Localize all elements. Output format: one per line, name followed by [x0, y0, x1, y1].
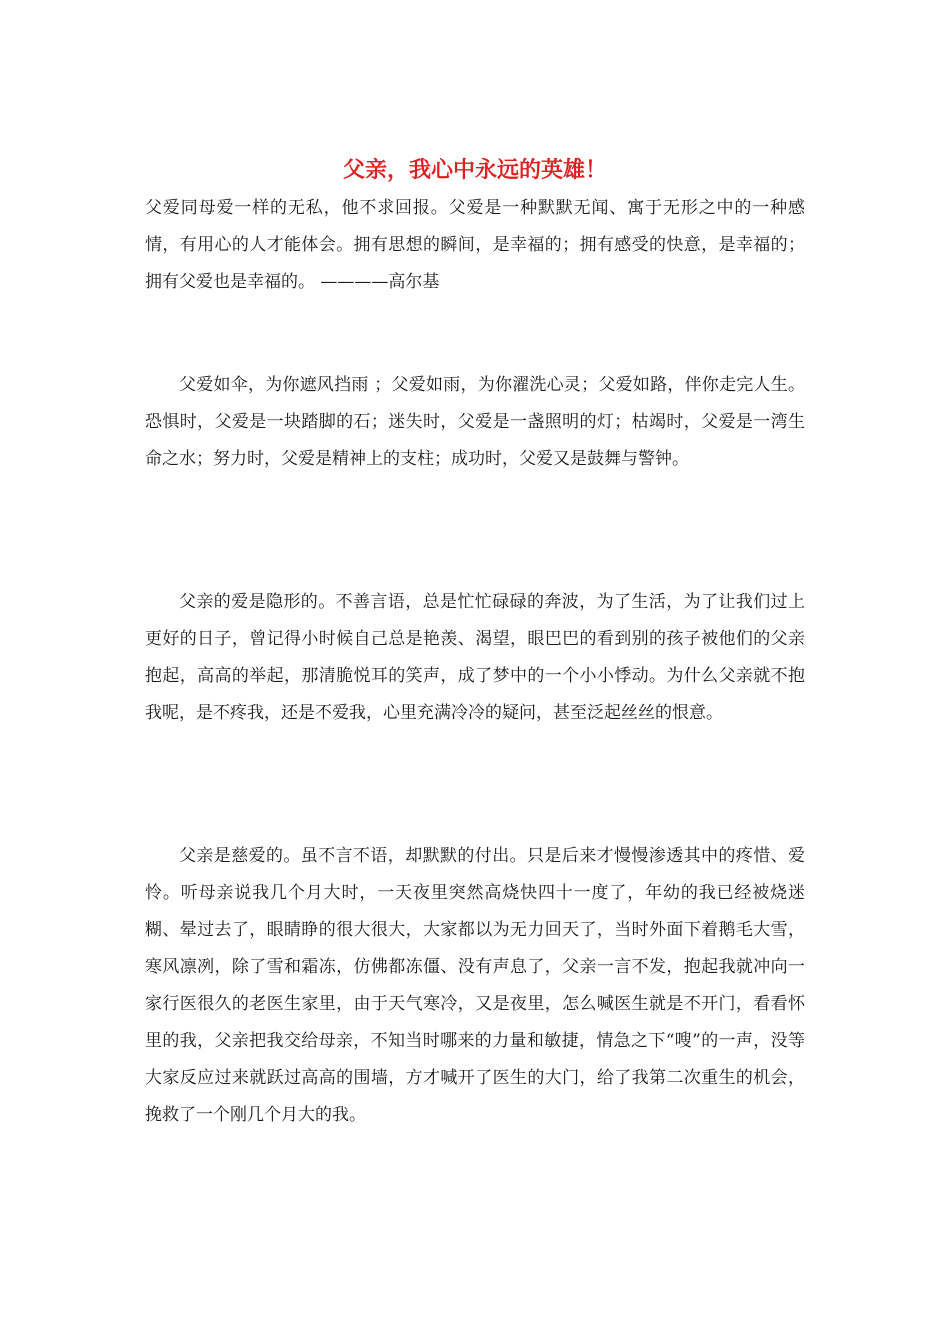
paragraph-umbrella: 父爱如伞，为你遮风挡雨 ；父爱如雨，为你濯洗心灵；父爱如路，伴你走完人生。恐惧时，父爱是一块踏脚的石；迷失时，父爱是一盏照明的灯；枯竭时，父爱是一湾生命之水；努力时，父爱是精神上的支柱；成功时，父爱又是鼓舞与警钟。 — [145, 375, 805, 469]
paragraph-kind-love: 父亲是慈爱的。虽不言不语，却默默的付出。只是后来才慢慢渗透其中的疼惜、爱怜。听母亲说我几个月大时，一天夜里突然高烧快四十一度了，年幼的我已经被烧迷糊、晕过去了，眼睛睁的很大很大，大家都以为无力回天了，当时外面下着鹅毛大雪，寒风凛冽，除了雪和霜冻，仿佛都冻僵、没有声息了，父亲一言不发，抱起我就冲向一家行医很久的老医生家里，由于天气寒冷，又是夜里，怎么喊医生就是不开门，看看怀里的我，父亲把我交给母亲，不知当时哪来的力量和敏捷，情急之下“嗖”的一声，没等大家反应过来就跃过高高的围墙，方才喊开了医生的大门，给了我第二次重生的机会，挽救了一个刚几个月大的我。 — [145, 846, 805, 1125]
paragraph-invisible-love: 父亲的爱是隐形的。不善言语，总是忙忙碌碌的奔波，为了生活，为了让我们过上更好的日子，曾记得小时候自己总是艳羡、渴望，眼巴巴的看到别的孩子被他们的父亲抱起，高高的举起，那清脆悦耳的笑声，成了梦中的一个小小悸动。为什么父亲就不抱我呢，是不疼我，还是不爱我，心里充满冷冷的疑问，甚至泛起丝丝的恨意。 — [145, 592, 805, 723]
document-title: 父亲，我心中永远的英雄！ — [342, 157, 607, 183]
opening-quote: 父爱同母爱一样的无私，他不求回报。父爱是一种默默无闻、寓于无形之中的一种感情，有用心的人才能体会。拥有思想的瞬间，是幸福的；拥有感受的快意，是幸福的；拥有父爱也是幸福的。 ————高尔基 — [145, 198, 805, 292]
